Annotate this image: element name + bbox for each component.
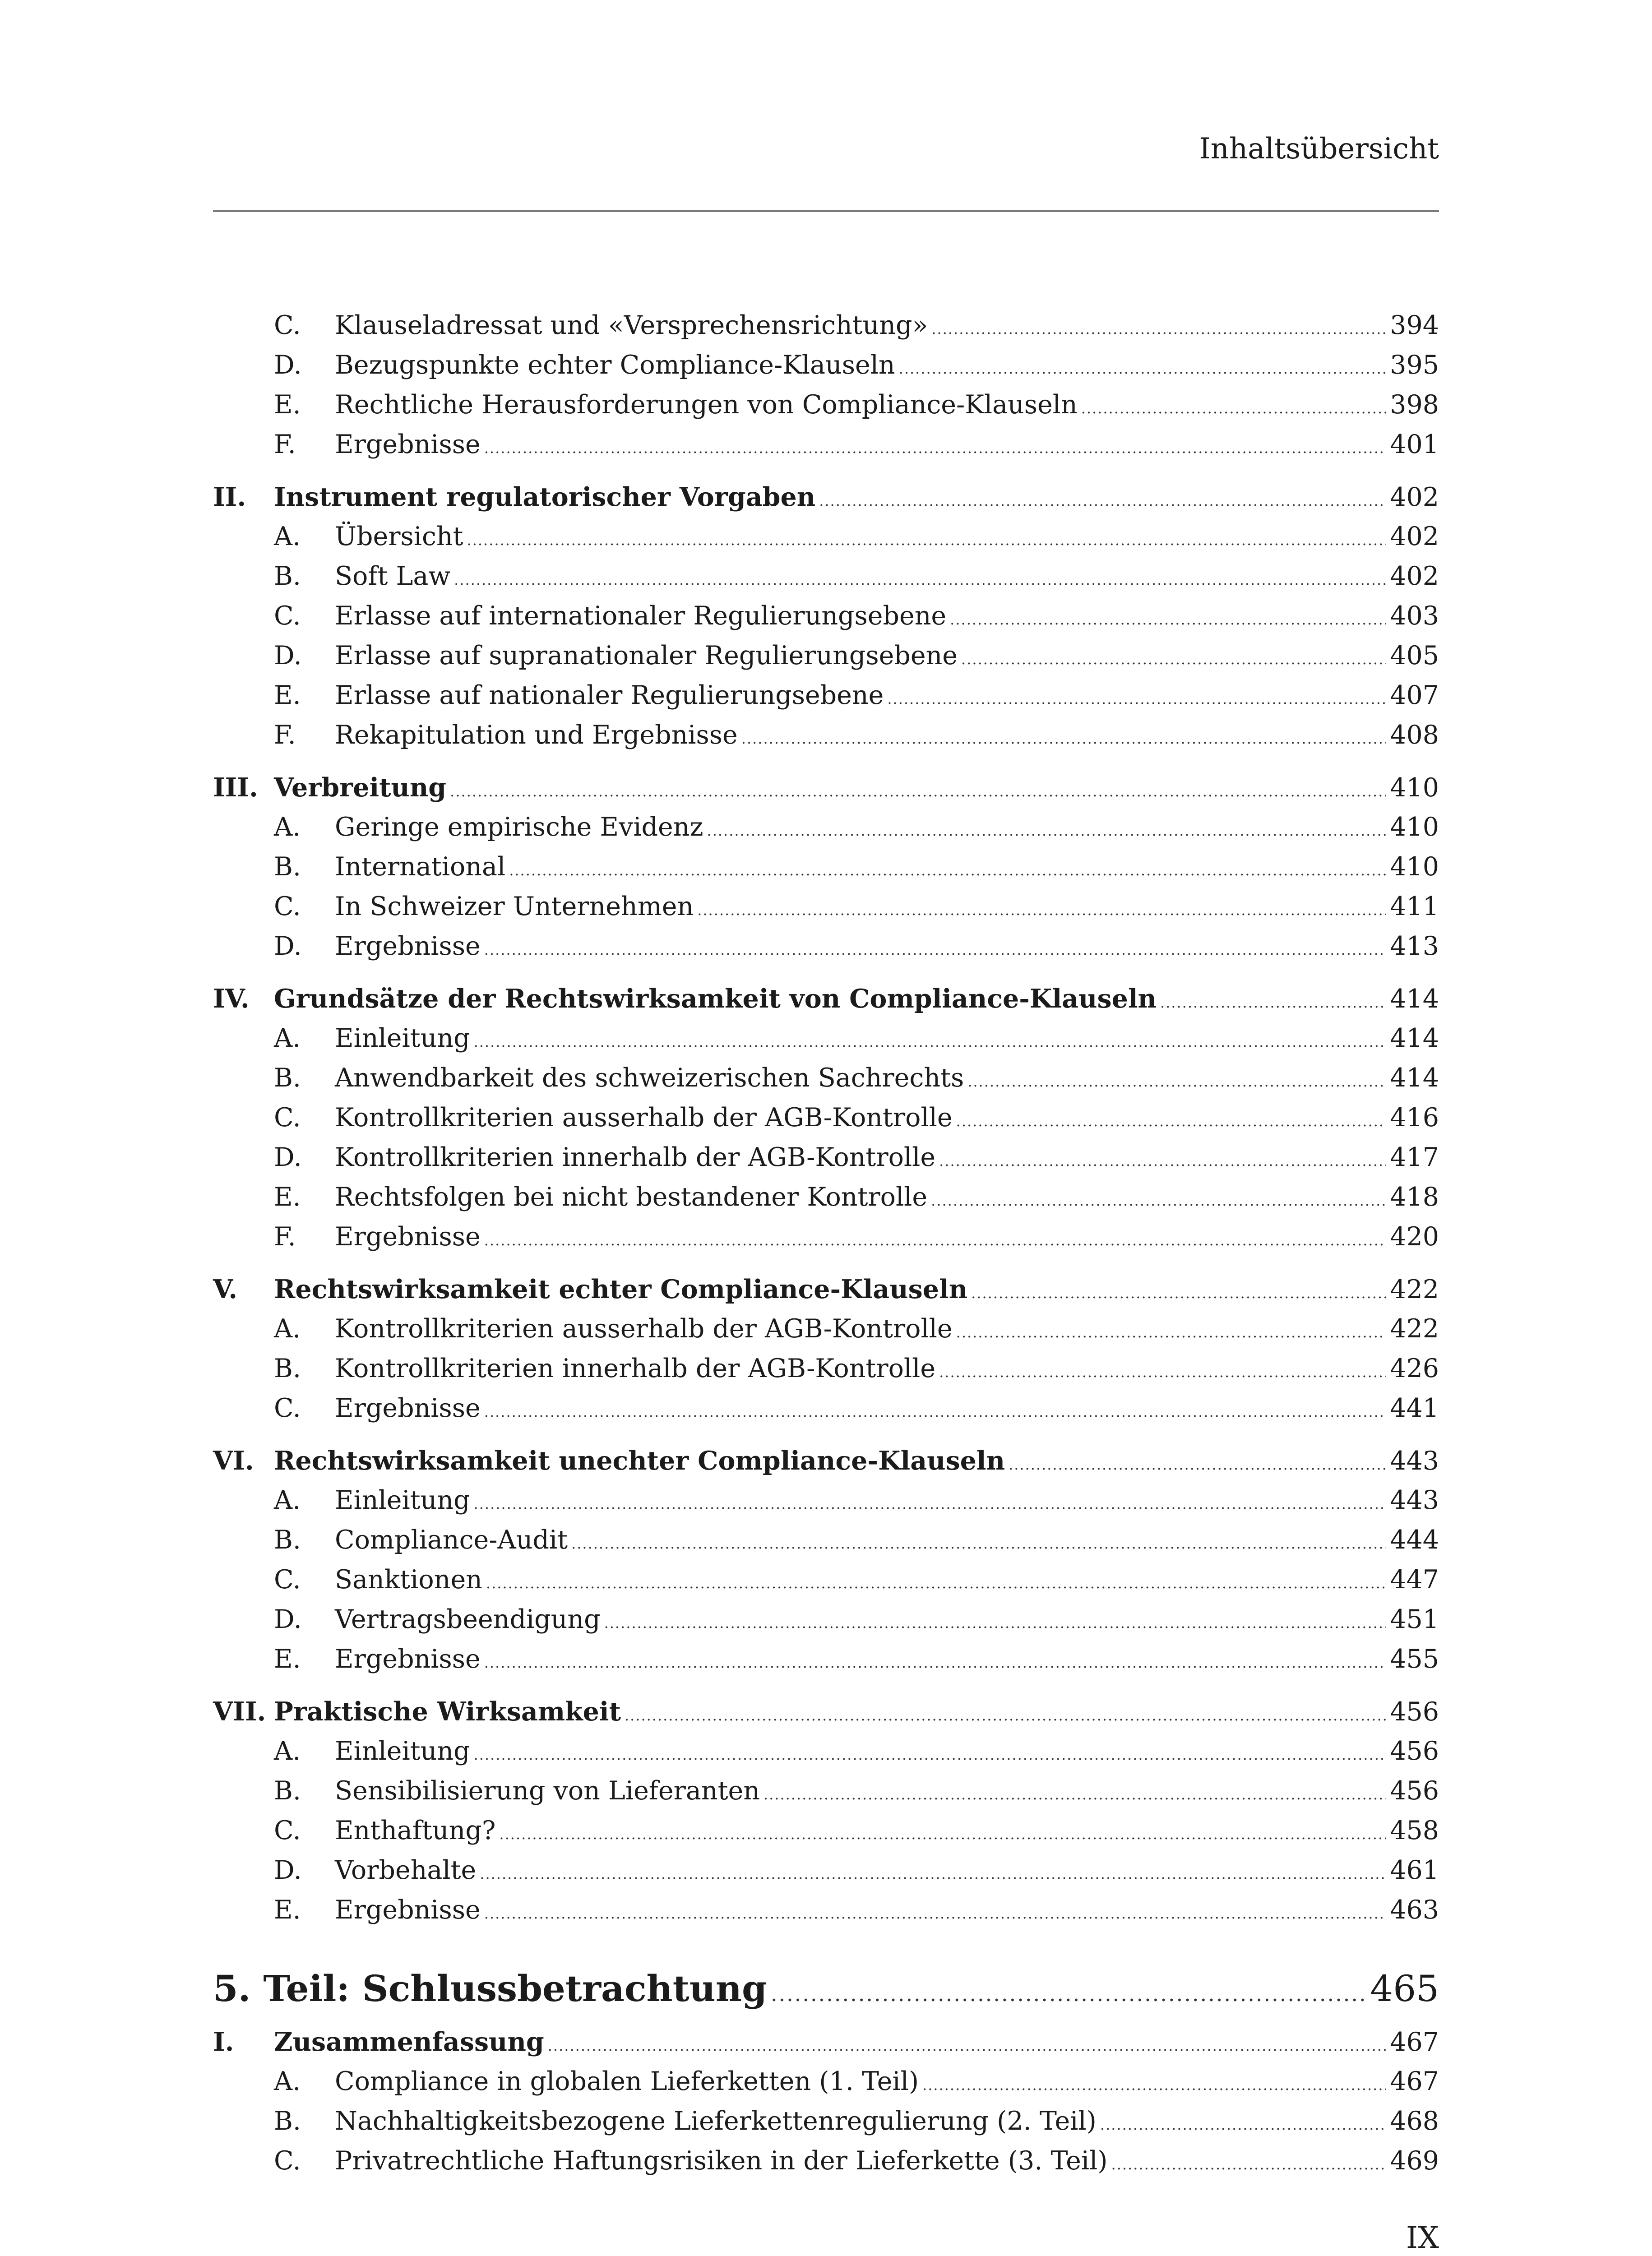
toc-entry-label: VII. (213, 1697, 266, 1727)
dot-leader (484, 930, 1386, 970)
toc-entry-label: C. (274, 1816, 301, 1845)
toc-entry-title: Ergebnisse (335, 1393, 481, 1423)
toc-entry-title: Einleitung (335, 1023, 470, 1053)
toc-section-entry[interactable] (213, 768, 1439, 807)
toc-entry-title: Übersicht (335, 522, 463, 551)
toc-subsection-entry[interactable] (213, 2141, 1439, 2181)
toc-subsection-entry[interactable] (213, 1098, 1439, 1137)
page-number: IX (1406, 2220, 1439, 2255)
toc-entry-label: V. (213, 1274, 238, 1304)
toc-entry-page: 463 (1390, 1895, 1439, 1925)
toc-entry-label: A. (274, 812, 301, 842)
dot-leader (764, 1775, 1386, 1814)
toc-subsection-entry[interactable] (213, 847, 1439, 887)
toc-entry-label: A. (274, 1314, 301, 1344)
toc-entry-page: 411 (1390, 892, 1439, 921)
toc-subsection-entry[interactable] (213, 1349, 1439, 1388)
toc-subsection-entry[interactable] (213, 1732, 1439, 1771)
toc-entry-page: 458 (1390, 1816, 1439, 1845)
toc-entry-page: 414 (1390, 1063, 1439, 1093)
dot-leader (922, 2066, 1386, 2105)
dot-leader (971, 1274, 1386, 1313)
toc-subsection-entry[interactable] (213, 2102, 1439, 2141)
toc-entry-page: 410 (1390, 812, 1439, 842)
toc-entry-page: 451 (1390, 1604, 1439, 1634)
toc-entry-page: 447 (1390, 1565, 1439, 1595)
toc-entry-title: Klauseladressat und «Versprechensrichtung» (335, 310, 928, 340)
toc-entry-label: C. (274, 1103, 301, 1133)
dot-leader (484, 1643, 1386, 1683)
toc-entry-page: 469 (1390, 2146, 1439, 2176)
toc-entry-page: 456 (1390, 1776, 1439, 1806)
dot-leader (486, 1564, 1386, 1603)
toc-entry-title: Rechtsfolgen bei nicht bestandener Kontrolle (335, 1182, 928, 1212)
dot-leader (956, 1313, 1387, 1352)
dot-leader (931, 310, 1386, 349)
toc-entry-title: Sensibilisierung von Lieferanten (335, 1776, 760, 1806)
toc-entry-page: 455 (1390, 1644, 1439, 1674)
toc-entry-title: Soft Law (335, 561, 451, 591)
dot-leader (1081, 389, 1387, 428)
toc-entry-page: 403 (1390, 601, 1439, 631)
toc-entry-title: Enthaftung? (335, 1816, 496, 1845)
toc-entry-page: 414 (1390, 1023, 1439, 1053)
toc-entry-page: 422 (1390, 1275, 1439, 1304)
toc-entry-title: Ergebnisse (335, 430, 481, 459)
toc-entry-title: Verbreitung (274, 772, 447, 803)
toc-entry-page: 408 (1390, 720, 1439, 750)
toc-entry-title: Kontrollkriterien innerhalb der AGB-Kontrolle (335, 1142, 936, 1172)
toc-entry-title: 5. Teil: Schlussbetrachtung (213, 1967, 767, 2010)
toc-entry-page: 443 (1390, 1485, 1439, 1515)
toc-entry-page: 417 (1390, 1142, 1439, 1172)
toc-entry-title: Bezugspunkte echter Compliance-Klauseln (335, 350, 895, 380)
toc-entry-label: C. (274, 1565, 301, 1595)
toc-section-entry[interactable] (213, 1692, 1439, 1731)
toc-entry-label: B. (274, 1525, 301, 1555)
toc-entry-title: International (335, 852, 506, 882)
toc-entry-page: 467 (1390, 2066, 1439, 2096)
toc-entry-title: Compliance in globalen Lieferketten (1. Teil) (335, 2066, 919, 2096)
toc-subsection-entry[interactable] (213, 1521, 1439, 1560)
toc-subsection-entry[interactable] (213, 1560, 1439, 1600)
toc-entry-label: E. (274, 1182, 301, 1212)
toc-entry-label: B. (274, 2106, 301, 2136)
toc-entry-title: Ergebnisse (335, 1895, 481, 1925)
toc-entry-title: Rechtswirksamkeit unechter Compliance-Klauseln (274, 1446, 1005, 1476)
toc-subsection-entry[interactable] (213, 1481, 1439, 1520)
toc-entry-title: Erlasse auf nationaler Regulierungsebene (335, 680, 884, 710)
toc-entry-label: E. (274, 1895, 301, 1925)
dot-leader (474, 1484, 1387, 1524)
dot-leader (939, 1142, 1386, 1181)
toc-entry-page: 405 (1390, 641, 1439, 670)
toc-entry-page: 414 (1390, 984, 1439, 1014)
toc-entry-label: B. (274, 1354, 301, 1383)
dot-leader (450, 772, 1386, 811)
toc-subsection-entry[interactable] (213, 808, 1439, 847)
dot-leader (499, 1815, 1386, 1854)
dot-leader (467, 521, 1387, 560)
dot-leader (741, 719, 1386, 758)
toc-entry-title: Geringe empirische Evidenz (335, 812, 703, 842)
toc-entry-title: In Schweizer Unternehmen (335, 892, 694, 921)
toc-entry-page: 413 (1390, 931, 1439, 961)
toc-entry-title: Zusammenfassung (274, 2027, 544, 2057)
toc-entry-title: Praktische Wirksamkeit (274, 1697, 621, 1727)
toc-entry-label: D. (274, 350, 302, 380)
dot-leader (819, 481, 1386, 521)
toc-entry-label: C. (274, 310, 301, 340)
toc-entry-label: F. (274, 430, 296, 459)
dot-leader (484, 1894, 1386, 1933)
dot-leader (454, 560, 1386, 600)
toc-subsection-entry[interactable] (213, 676, 1439, 715)
toc-entry-page: 422 (1390, 1314, 1439, 1344)
toc-entry-title: Einleitung (335, 1736, 470, 1766)
toc-subsection-entry[interactable] (213, 636, 1439, 675)
toc-entry-page: 465 (1370, 1968, 1439, 2010)
toc-subsection-entry[interactable] (213, 1019, 1439, 1058)
dot-leader (474, 1735, 1387, 1775)
toc-entry-page: 394 (1390, 310, 1439, 340)
toc-entry-page: 402 (1390, 522, 1439, 551)
dot-leader (697, 891, 1386, 930)
toc-entry-label: II. (213, 482, 246, 512)
dot-leader (899, 349, 1387, 388)
toc-entry-title: Rechtswirksamkeit echter Compliance-Klauseln (274, 1274, 968, 1304)
toc-entry-page: 443 (1390, 1446, 1439, 1476)
toc-entry-title: Ergebnisse (335, 1222, 481, 1252)
toc-entry-page: 426 (1390, 1354, 1439, 1383)
toc-subsection-entry[interactable] (213, 716, 1439, 755)
toc-entry-label: D. (274, 1142, 302, 1172)
toc-subsection-entry[interactable] (213, 2062, 1439, 2101)
dot-leader (939, 1353, 1386, 1392)
toc-subsection-entry[interactable] (213, 1138, 1439, 1177)
toc-entry-page: 402 (1390, 482, 1439, 512)
toc-subsection-entry[interactable] (213, 1059, 1439, 1098)
toc-entry-label: A. (274, 1485, 301, 1515)
toc-entry-title: Instrument regulatorischer Vorgaben (274, 482, 816, 512)
toc-entry-label: C. (274, 601, 301, 631)
toc-subsection-entry[interactable] (213, 927, 1439, 966)
toc-entry-title: Vorbehalte (335, 1855, 477, 1885)
toc-subsection-entry[interactable] (213, 1771, 1439, 1811)
toc-entry-title: Erlasse auf supranationaler Regulierungsebene (335, 641, 958, 670)
toc-entry-title: Erlasse auf internationaler Regulierungsebene (335, 601, 947, 631)
toc-entry-page: 456 (1390, 1736, 1439, 1766)
header-rule (213, 210, 1439, 212)
toc-entry-page: 456 (1390, 1697, 1439, 1727)
toc-entry-label: F. (274, 720, 296, 750)
dot-leader (961, 640, 1386, 679)
toc-entry-page: 420 (1390, 1222, 1439, 1252)
toc-entry-label: C. (274, 1393, 301, 1423)
toc-entry-label: VI. (213, 1446, 254, 1476)
toc-section-entry[interactable] (213, 477, 1439, 517)
dot-leader (1100, 2105, 1386, 2145)
toc-subsection-entry[interactable] (213, 385, 1439, 425)
toc-entry-label: I. (213, 2027, 234, 2057)
toc-subsection-entry[interactable] (213, 517, 1439, 556)
toc-subsection-entry[interactable] (213, 1217, 1439, 1257)
dot-leader (625, 1696, 1386, 1735)
toc-entry-title: Kontrollkriterien innerhalb der AGB-Kontrolle (335, 1354, 936, 1383)
toc-entry-title: Vertragsbeendigung (335, 1604, 601, 1634)
toc-entry-label: B. (274, 1776, 301, 1806)
toc-entry-title: Privatrechtliche Haftungsrisiken in der Lieferkette (3. Teil) (335, 2146, 1108, 2176)
toc-section-entry[interactable] (213, 2022, 1439, 2062)
toc-entry-page: 401 (1390, 430, 1439, 459)
toc-entry-label: A. (274, 522, 301, 551)
toc-subsection-entry[interactable] (213, 1389, 1439, 1428)
toc-entry-label: C. (274, 892, 301, 921)
toc-entry-label: D. (274, 1604, 302, 1634)
toc-subsection-entry[interactable] (213, 557, 1439, 596)
running-head: Inhaltsübersicht (1199, 132, 1439, 166)
toc-entry-label: D. (274, 931, 302, 961)
toc-entry-label: D. (274, 641, 302, 670)
toc-entry-page: 410 (1390, 852, 1439, 882)
dot-leader (1111, 2145, 1387, 2184)
toc-entry-title: Nachhaltigkeitsbezogene Lieferkettenregulierung (2. Teil) (335, 2106, 1097, 2136)
toc-entry-label: IV. (213, 984, 250, 1014)
dot-leader (950, 600, 1386, 639)
toc-subsection-entry[interactable] (213, 425, 1439, 464)
toc-subsection-entry[interactable] (213, 1811, 1439, 1850)
toc-subsection-entry[interactable] (213, 346, 1439, 385)
toc-entry-page: 398 (1390, 390, 1439, 420)
dot-leader (548, 2026, 1386, 2066)
toc-section-entry[interactable] (213, 979, 1439, 1018)
toc-section-entry[interactable] (213, 1441, 1439, 1480)
toc-entry-label: A. (274, 1736, 301, 1766)
toc-entry-label: E. (274, 680, 301, 710)
toc-subsection-entry[interactable] (213, 306, 1439, 345)
toc-entry-title: Compliance-Audit (335, 1525, 568, 1555)
toc-entry-page: 441 (1390, 1393, 1439, 1423)
dot-leader (956, 1102, 1387, 1141)
toc-subsection-entry[interactable] (213, 1891, 1439, 1930)
dot-leader (484, 429, 1386, 468)
toc-entry-page: 468 (1390, 2106, 1439, 2136)
dot-leader (931, 1181, 1386, 1220)
toc-subsection-entry[interactable] (213, 596, 1439, 636)
dot-leader (1160, 983, 1386, 1022)
toc-entry-label: III. (213, 772, 258, 803)
toc-entry-label: B. (274, 561, 301, 591)
toc-entry-label: B. (274, 852, 301, 882)
toc-entry-label: E. (274, 1644, 301, 1674)
toc-entry-page: 416 (1390, 1103, 1439, 1133)
toc-entry-title: Ergebnisse (335, 1644, 481, 1674)
dot-leader (474, 1022, 1387, 1062)
toc-entry-title: Ergebnisse (335, 931, 481, 961)
dot-leader (484, 1221, 1386, 1260)
toc-entry-label: A. (274, 1023, 301, 1053)
dot-leader (707, 811, 1387, 851)
toc-entry-title: Grundsätze der Rechtswirksamkeit von Compliance-Klauseln (274, 984, 1157, 1014)
toc-entry-title: Sanktionen (335, 1565, 482, 1595)
toc-entry-page: 418 (1390, 1182, 1439, 1212)
toc-entry-title: Rekapitulation und Ergebnisse (335, 720, 738, 750)
toc-subsection-entry[interactable] (213, 1309, 1439, 1349)
toc-subsection-entry[interactable] (213, 1600, 1439, 1639)
toc-entry-title: Kontrollkriterien ausserhalb der AGB-Kontrolle (335, 1314, 953, 1344)
toc-entry-page: 410 (1390, 773, 1439, 803)
toc-entry-title: Kontrollkriterien ausserhalb der AGB-Kontrolle (335, 1103, 953, 1133)
toc-subsection-entry[interactable] (213, 1640, 1439, 1679)
toc-entry-page: 467 (1390, 2027, 1439, 2057)
dot-leader (480, 1854, 1386, 1894)
toc-part-heading[interactable] (213, 1964, 1439, 2013)
toc-entry-label: B. (274, 1063, 301, 1093)
toc-entry-page: 395 (1390, 350, 1439, 380)
toc-subsection-entry[interactable] (213, 1851, 1439, 1890)
toc-entry-page: 402 (1390, 561, 1439, 591)
toc-entry-label: E. (274, 390, 301, 420)
dot-leader (967, 1062, 1386, 1101)
toc-entry-title: Einleitung (335, 1485, 470, 1515)
dot-leader (604, 1604, 1387, 1643)
dot-leader (509, 851, 1386, 890)
toc-entry-label: A. (274, 2066, 301, 2096)
toc-subsection-entry[interactable] (213, 1178, 1439, 1217)
toc-subsection-entry[interactable] (213, 887, 1439, 926)
toc-entry-page: 461 (1390, 1855, 1439, 1885)
dot-leader (771, 1969, 1366, 2019)
toc-entry-label: F. (274, 1222, 296, 1252)
dot-leader (484, 1392, 1386, 1432)
toc-entry-page: 444 (1390, 1525, 1439, 1555)
dot-leader (1009, 1445, 1386, 1484)
toc-entry-label: D. (274, 1855, 302, 1885)
toc-entry-title: Anwendbarkeit des schweizerischen Sachrechts (335, 1063, 964, 1093)
dot-leader (887, 680, 1386, 719)
toc-entry-label: C. (274, 2146, 301, 2176)
toc-entry-title: Rechtliche Herausforderungen von Compliance-Klauseln (335, 390, 1078, 420)
toc-section-entry[interactable] (213, 1270, 1439, 1309)
toc-entry-page: 407 (1390, 680, 1439, 710)
dot-leader (571, 1524, 1386, 1563)
